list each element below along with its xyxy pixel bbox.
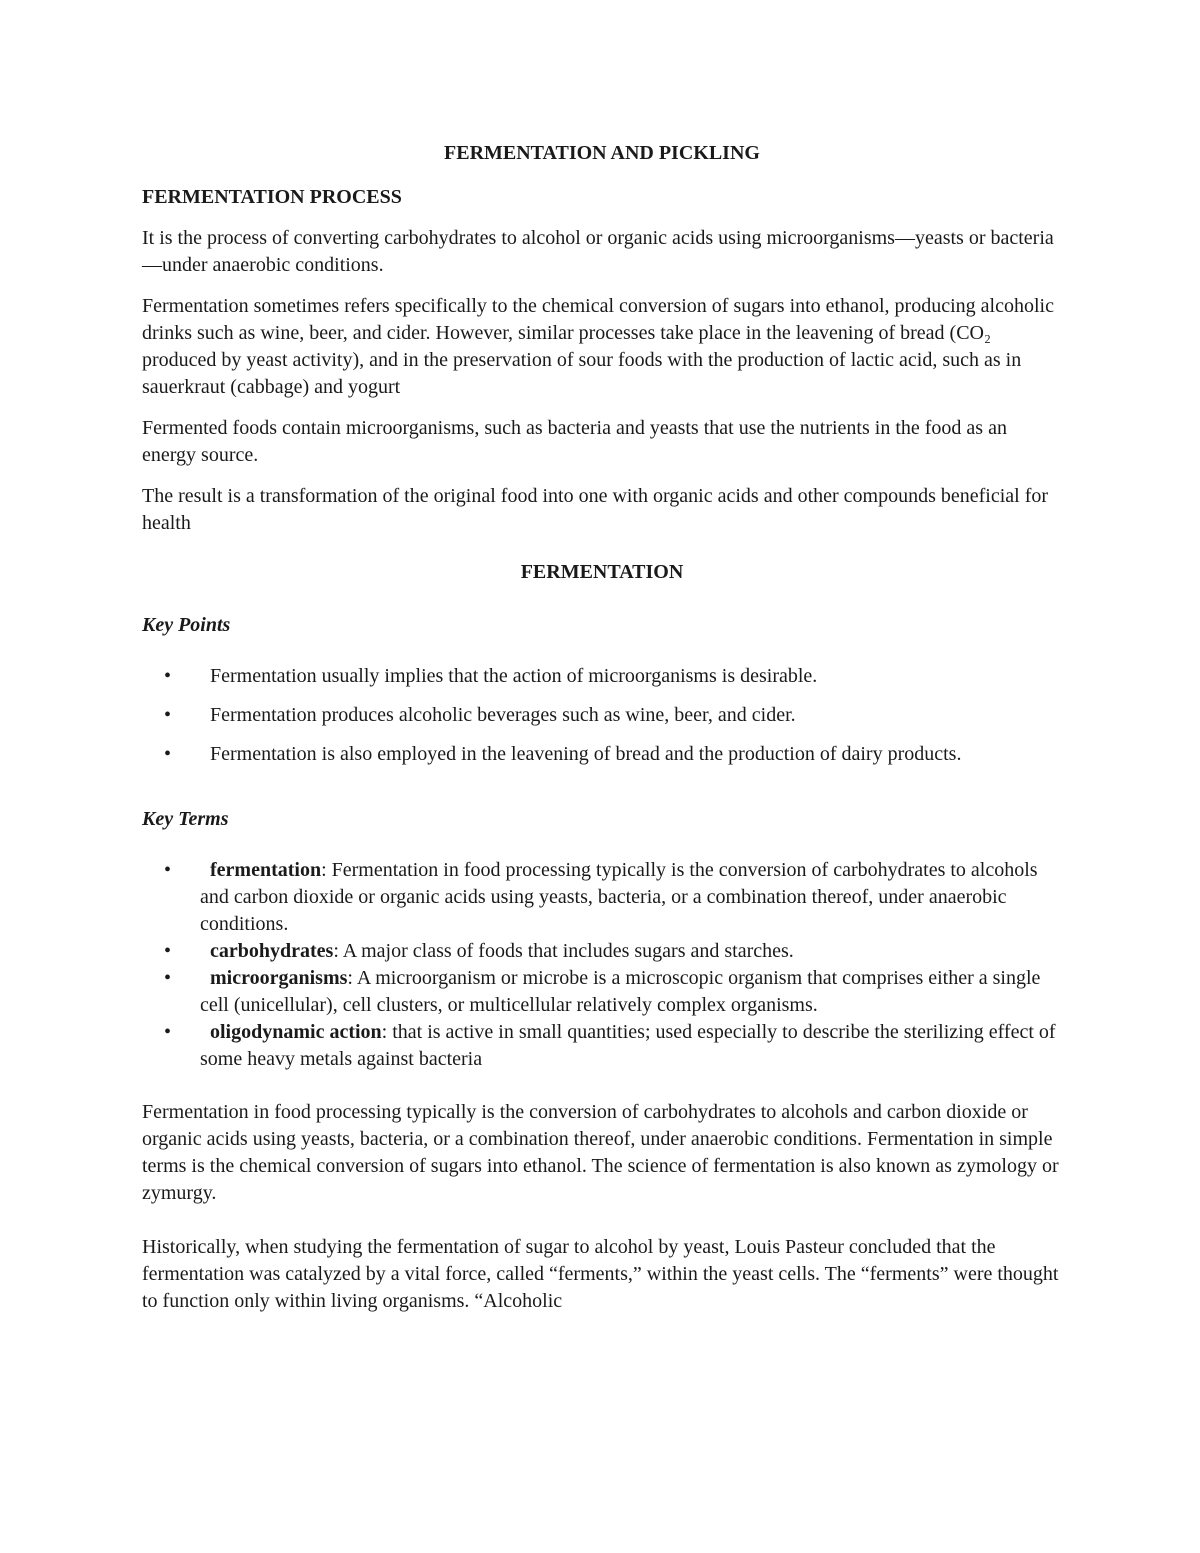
paragraph: Historically, when studying the fermentation of sugar to alcohol by yeast, Louis Pasteur concluded that the fermentation was catalyzed by a vital force, called “ferments,” within the yeast cells. The “ferments” were thought to function only within living organisms. “Alcoholic bbox=[142, 1236, 1059, 1312]
key-point-text: Fermentation usually implies that the action of microorganisms is desirable. bbox=[210, 665, 818, 687]
list-item bbox=[142, 1019, 1062, 1073]
document-title: FERMENTATION AND PICKLING bbox=[444, 142, 760, 164]
key-term-definition: : A major class of foods that includes sugars and starches. bbox=[333, 940, 794, 962]
bullet-icon: • bbox=[164, 1021, 172, 1043]
key-term-definition: : Fermentation in food processing typically is the conversion of carbohydrates to alcohols and carbon dioxide or organic acids using yeasts, bacteria, or a combination thereof, under anaerobic conditions. bbox=[200, 859, 1038, 935]
paragraph: The result is a transformation of the original food into one with organic acids and other compounds beneficial for health bbox=[142, 485, 1049, 534]
key-term: carbohydrates bbox=[210, 940, 334, 962]
list-item bbox=[142, 938, 1062, 965]
bullet-icon: • bbox=[164, 743, 172, 765]
paragraph: It is the process of converting carbohydrates to alcohol or organic acids using microorganisms—yeasts or bacteria—under anaerobic conditions. bbox=[142, 227, 1054, 276]
key-terms-list bbox=[142, 857, 1062, 1073]
key-term-definition: : A microorganism or microbe is a microscopic organism that comprises either a single cell (unicellular), cell clusters, or multicellular relatively complex organisms. bbox=[200, 967, 1041, 1016]
key-point-text: Fermentation produces alcoholic beverages such as wine, beer, and cider. bbox=[210, 704, 796, 726]
bullet-icon: • bbox=[164, 967, 172, 989]
key-points-heading: Key Points bbox=[142, 614, 231, 636]
document-page bbox=[142, 140, 1062, 1342]
paragraph: Fermented foods contain microorganisms, such as bacteria and yeasts that use the nutrients in the food as an energy source. bbox=[142, 417, 1007, 466]
list-item bbox=[142, 702, 1062, 729]
key-term: fermentation bbox=[210, 859, 322, 881]
key-point-text: Fermentation is also employed in the leavening of bread and the production of dairy products. bbox=[210, 743, 962, 765]
list-item bbox=[142, 857, 1062, 938]
key-term: microorganisms bbox=[210, 967, 348, 989]
key-terms-heading: Key Terms bbox=[142, 808, 229, 830]
list-item bbox=[142, 663, 1062, 690]
bullet-icon: • bbox=[164, 940, 172, 962]
section-heading-fermentation-process: FERMENTATION PROCESS bbox=[142, 186, 402, 208]
paragraph: Fermentation sometimes refers specifically to the chemical conversion of sugars into ethanol, producing alcoholic drinks such as wine, beer, and cider. However, similar processes take place in the leavening of bread (CO₂ produced by yeast activity), and in the preservation of sour foods with the production of lactic acid, such as in sauerkraut (cabbage) and yogurt bbox=[142, 295, 1054, 398]
key-term-definition: : that is active in small quantities; used especially to describe the sterilizing effect of some heavy metals against bacteria bbox=[200, 1021, 1056, 1070]
bullet-icon: • bbox=[164, 859, 172, 881]
key-term: oligodynamic action bbox=[210, 1021, 382, 1043]
paragraph: Fermentation in food processing typically is the conversion of carbohydrates to alcohols and carbon dioxide or organic acids using yeasts, bacteria, or a combination thereof, under anaerobic conditions. Fermentation in simple terms is the chemical conversion of sugars into ethanol. The science of fermentation is also known as zymology or zymurgy. bbox=[142, 1101, 1059, 1204]
bullet-icon: • bbox=[164, 704, 172, 726]
section-heading-fermentation: FERMENTATION bbox=[520, 561, 684, 583]
list-item bbox=[142, 965, 1062, 1019]
bullet-icon: • bbox=[164, 665, 172, 687]
list-item bbox=[142, 741, 1062, 768]
key-points-list bbox=[142, 663, 1062, 768]
